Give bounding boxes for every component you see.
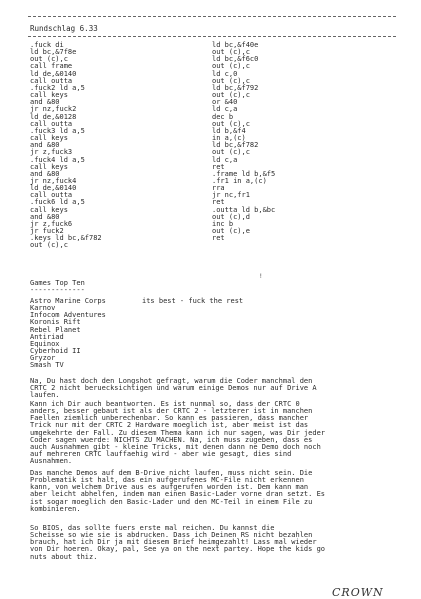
title-divider	[28, 36, 396, 37]
code-line: ret	[212, 198, 225, 207]
code-line: .fuck di	[30, 41, 64, 49]
code-line: .frame ld b,&f5	[212, 169, 276, 178]
code-line: .fr1 in a,(c)	[212, 176, 267, 185]
paragraph-line: Na, Du hast doch den Longshot gefragt, warum die Coder manchmal den	[30, 377, 313, 385]
paragraph-line: von Dir hoeren. Okay, pal, See ya on the next partey. Hope the kids go	[30, 545, 326, 554]
games-heading-underline: -------------	[30, 286, 85, 294]
paragraph-line: anders, besser gebaut ist als der CRTC 2 - letzterer ist in manchen	[30, 407, 313, 416]
code-line: jr z,fuck3	[30, 148, 73, 157]
games-list-item: Infocom Adventures	[30, 311, 106, 320]
code-line: ret	[212, 162, 225, 171]
code-line: ld bc,&f40e	[212, 41, 259, 49]
paragraph-line: CRTC 2 nicht beruecksichtigen und warum einige Demos nur auf Drive A	[30, 384, 317, 393]
code-line: and &80	[30, 141, 60, 150]
code-listing-right	[212, 42, 275, 242]
code-line: call outta	[30, 119, 73, 128]
paragraph-line: So BIOS, das sollte fuers erste mal reichen. Du kannst die	[30, 524, 275, 532]
code-line: rra	[212, 184, 225, 193]
code-line: out (c),c	[30, 241, 68, 250]
code-line: .keys ld bc,&f782	[30, 234, 102, 243]
paragraph-line: ist sogar moeglich den Basic-Lader und den MC-Teil in einem File zu	[30, 497, 313, 506]
code-line: out (c),c	[212, 91, 250, 100]
paragraph-line: Ausnahmen.	[30, 457, 73, 466]
code-line: ld bc,&f782	[212, 141, 259, 150]
games-list	[30, 298, 106, 370]
paragraph-line: brauch, hat ich Dir ja mit diesem Brief heimgezahlt! Lass mal wieder	[30, 538, 317, 547]
games-list-item: Gryzor	[30, 354, 56, 363]
code-line: ld c,a	[212, 105, 238, 114]
paragraph-line: Trick nur mit der CRTC 2 Hardware moeglich ist, aber meist ist das	[30, 421, 309, 430]
code-line: out (c),c	[212, 48, 250, 57]
code-line: ld bc,&f6c0	[212, 55, 259, 64]
code-line: ld c,a	[212, 155, 238, 164]
paragraph-line: auf mehreren CRTC lauffaehig wird - aber wie gesagt, dies sind	[30, 450, 292, 459]
paragraph-line: aber leicht abhelfen, indem man einen Basic-Lader vorne dran setzt. Es	[30, 490, 326, 499]
code-line: and &80	[30, 212, 60, 221]
code-line: ld bc,&7f8e	[30, 48, 77, 57]
paragraph-line: Coder sagen wuerde: NICHTS ZU MACHEN. Na, ich muss zugeben, dass es	[30, 435, 313, 444]
code-line: out (c),c	[212, 119, 250, 128]
code-line: call keys	[30, 205, 68, 214]
code-line: call keys	[30, 134, 68, 143]
code-line: or &40	[212, 98, 238, 107]
code-line: out (c),c	[212, 76, 250, 85]
games-list-item: Karnov	[30, 304, 56, 313]
paragraph-line: umgekehrte der Fall. Zu diesem Thema kann ich nur sagen, was Dir jeder	[30, 428, 326, 437]
code-line: in a,(c)	[212, 134, 246, 143]
code-line: call outta	[30, 191, 73, 200]
paragraph	[30, 470, 396, 513]
paragraph-line: Problematik ist halt, das ein aufgerufenes MC-File nicht erkennen	[30, 476, 304, 485]
paragraph-line: laufen.	[30, 391, 60, 400]
code-line: call outta	[30, 76, 73, 85]
code-line: ld de,&0128	[30, 112, 77, 121]
games-list-item: Astro Marine Corps	[30, 297, 106, 305]
code-listing-left	[30, 42, 102, 250]
paragraph	[30, 525, 396, 561]
games-list-item: Koronis Rift	[30, 318, 81, 327]
code-line: jr nz,fuck2	[30, 105, 77, 114]
code-line: and &80	[30, 169, 60, 178]
games-list-item: Antiriad	[30, 332, 64, 341]
code-line: jr z,fuck6	[30, 219, 73, 228]
paragraph-line: nuts about thiz.	[30, 552, 98, 561]
code-line: jr nz,fuck4	[30, 176, 77, 185]
code-line: inc b	[212, 219, 234, 228]
code-line: call frame	[30, 62, 73, 71]
page-title: Rundschlag 6.33	[30, 24, 98, 33]
games-comment: its best - fuck the rest	[142, 297, 244, 305]
code-line: jr fuck2	[30, 227, 64, 236]
stray-mark: !	[259, 273, 263, 280]
code-line: call keys	[30, 162, 68, 171]
games-list-item: Equinox	[30, 339, 60, 348]
code-line: .fuck4 ld a,5	[30, 155, 85, 164]
code-line: ld c,0	[212, 69, 238, 78]
code-line: ret	[212, 234, 225, 243]
games-heading: Games Top Ten	[30, 279, 85, 287]
code-line: dec b	[212, 112, 234, 121]
paragraph-line: auch Ausnahmen gibt - kleine Tricks, mit denen dann ne Demo doch noch	[30, 442, 321, 451]
games-list-item: Cyberhoid II	[30, 347, 81, 356]
code-line: out (c),d	[212, 212, 250, 221]
code-line: .fuck3 ld a,5	[30, 126, 85, 135]
code-line: .outta ld b,&bc	[212, 205, 276, 214]
paragraph-line: kann, von welchem Drive aus es aufgerufen worden ist. Dem kann man	[30, 483, 309, 492]
code-line: and &80	[30, 98, 60, 107]
games-list-item: Smash TV	[30, 361, 64, 370]
code-line: out (c),c	[212, 148, 250, 157]
games-list-item: Rebel Planet	[30, 325, 81, 334]
code-line: ld bc,&f792	[212, 83, 259, 92]
code-line: out (c),c	[212, 62, 250, 71]
paragraph	[30, 401, 396, 465]
paragraph-line: Das manche Demos auf dem B-Drive nicht laufen, muss nicht sein. Die	[30, 469, 313, 477]
paragraph	[30, 378, 396, 399]
code-line: out (c),e	[212, 227, 250, 236]
signature: CROWN	[332, 586, 384, 599]
paragraph-line: kombinieren.	[30, 504, 81, 513]
paragraph-line: Kann ich Dir auch beantworten. Es ist nunmal so, dass der CRTC 0	[30, 400, 300, 408]
paragraph-line: Scheisse so wie sie is abdrucken. Dass ich Deinen RS nicht bezahlen	[30, 531, 313, 540]
top-divider	[28, 16, 396, 17]
code-line: .fuck2 ld a,5	[30, 83, 85, 92]
code-line: ld de,&0140	[30, 184, 77, 193]
code-line: jr nc,fr1	[212, 191, 250, 200]
code-line: ld de,&0140	[30, 69, 77, 78]
code-line: ld b,&f4	[212, 126, 246, 135]
code-line: call keys	[30, 91, 68, 100]
paragraph-line: Faellen ziemlich unberechenbar. So kann es passieren, dass mancher	[30, 414, 309, 423]
code-line: out (c),c	[30, 55, 68, 64]
code-line: .fuck6 ld a,5	[30, 198, 85, 207]
